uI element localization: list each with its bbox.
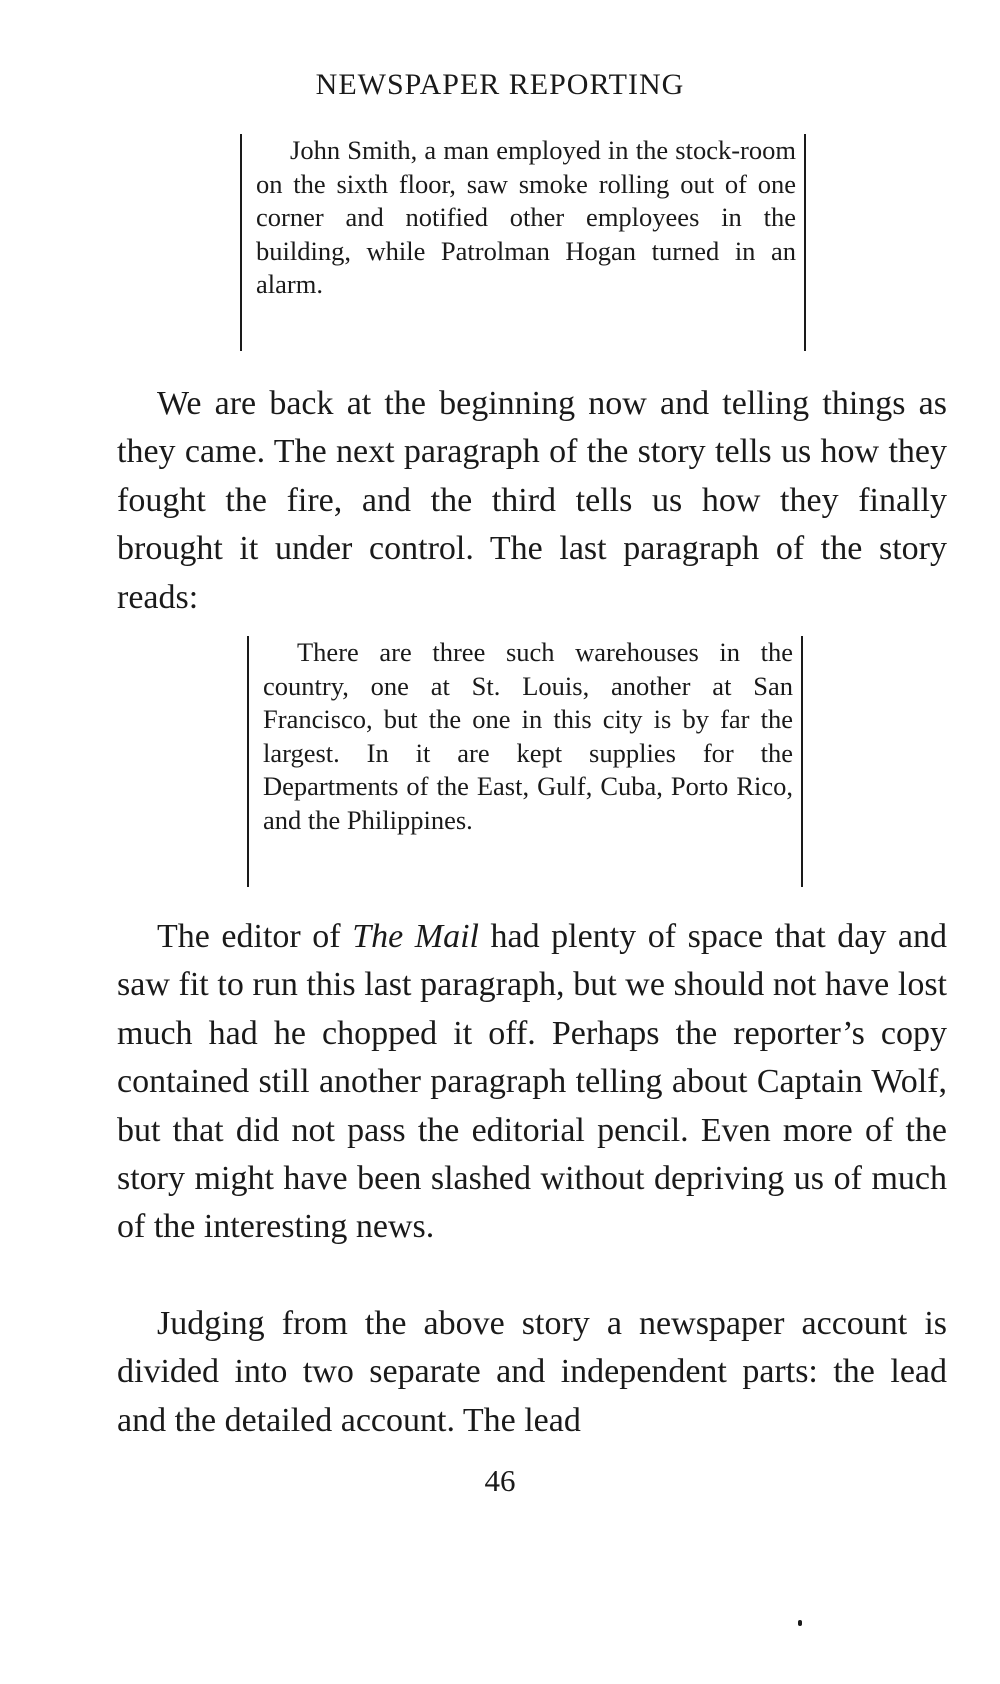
para-2-rest-text: had plenty of space that day and saw fit to run this last paragraph, but we should not have lost much had he chopped it off. Perhaps the reporter’s copy contained still another paragraph telling about Captain Wolf, but that did not pass the editorial pencil. Even more of the story might have been slashed without depriving us of much of the interesting news. [117, 918, 947, 1246]
quoted-excerpt-2: There are three such warehouses in the country, one at St. Louis, another at San Francisco, but the one in this city is by far the largest. In it are kept supplies for the Departments of the East, Gulf, Cuba, Porto Rico, and the Philippines. [247, 636, 803, 887]
newspaper-title: The Mail [352, 918, 479, 955]
running-head: NEWSPAPER REPORTING [315, 68, 685, 101]
para-2-lead-text: The editor of [157, 918, 353, 955]
quoted-excerpt-1: John Smith, a man employed in the stock-room on the sixth floor, saw smoke rolling out of one corner and notified other employees in the building, while Patrolman Hogan turned in an alarm. [240, 134, 806, 351]
page-number: 46 [484, 1463, 516, 1498]
ink-speck [798, 1620, 802, 1626]
body-paragraph-3: Judging from the above story a newspaper account is divided into two separate and independent parts: the lead and the detailed account. The lead [117, 1305, 947, 1439]
body-paragraph-1: We are back at the beginning now and telling things as they came. The next paragraph of the story tells us how they fought the fire, and the third tells us how they finally brought it under control. The last paragraph of the story reads: [117, 385, 947, 616]
body-paragraph-2 [117, 913, 947, 1252]
